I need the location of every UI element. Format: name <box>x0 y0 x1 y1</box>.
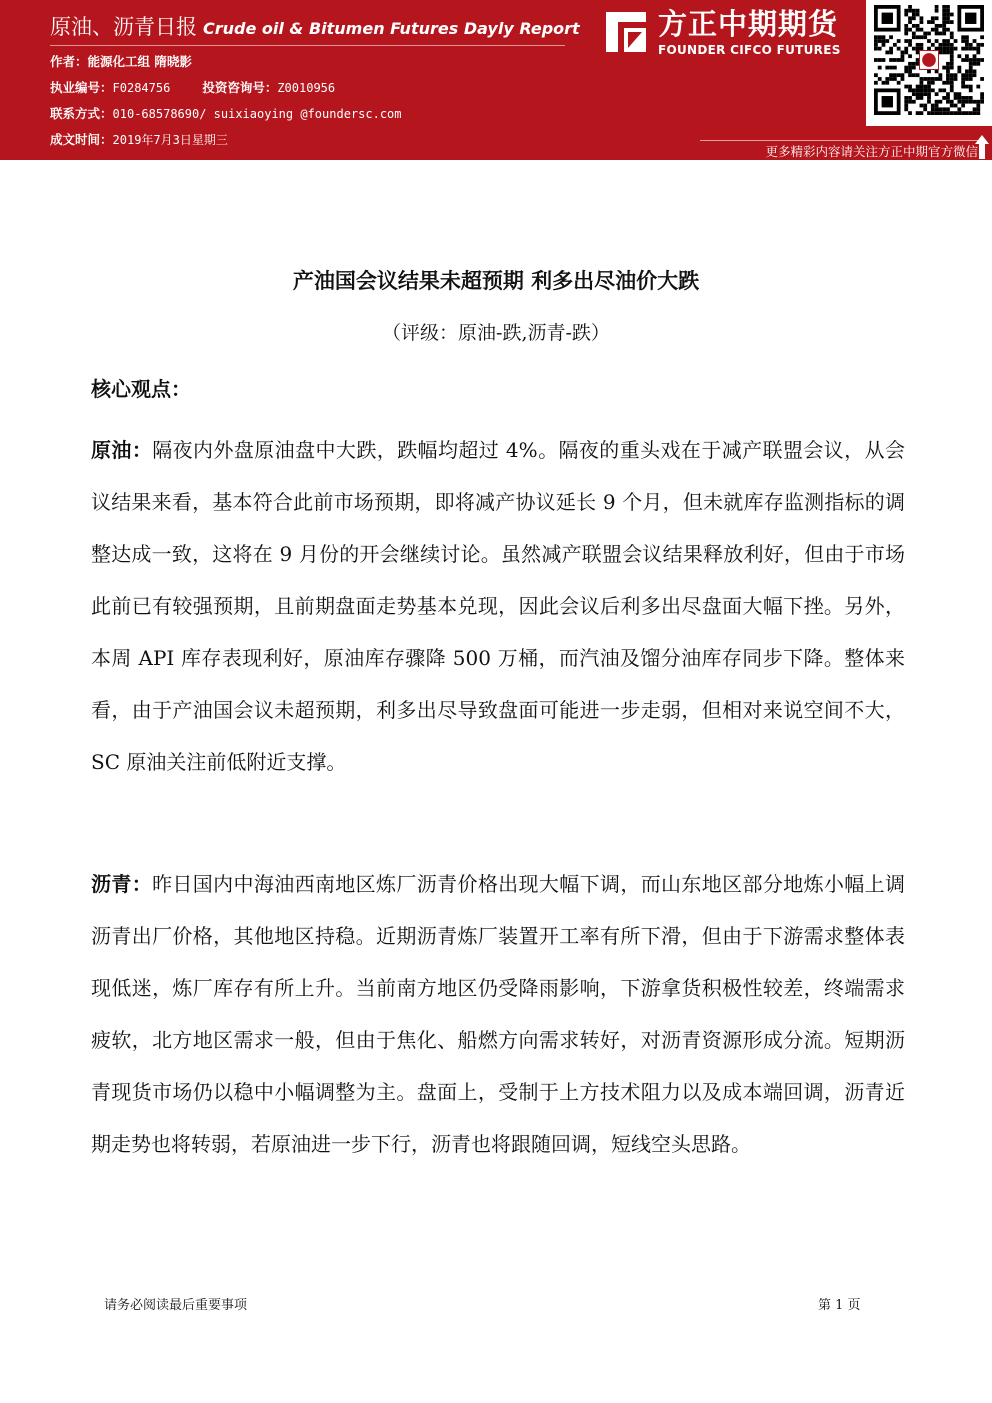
advisor-value: Z0010956 <box>277 81 336 95</box>
date-line <box>50 130 228 150</box>
crude-oil-label: 原油： <box>91 438 153 462</box>
up-arrow-icon <box>974 134 990 160</box>
footer-notice: 请务必阅读最后重要事项 <box>104 1298 248 1313</box>
company-logo <box>602 6 857 62</box>
crude-oil-text: 隔夜内外盘原油盘中大跌，跌幅均超过 4%。隔夜的重头戏在于减产联盟会议，从会议结果来看，基本符合此前市场预期，即将减产协议延长 9 个月，但未就库存监测指标的调整达成一致，这将在 9 月份的开会继续讨论。虽然减产联盟会议结果释放利好，但由于市场此前已有较强预期，且前期盘面走势基本兑现，因此会议后利多出尽盘面大幅下挫。另外，本周 API 库存表现利好，原油库存骤降 500 万桶，而汽油及馏分油库存同步下降。整体来看，由于产油国会议未超预期，利多出尽导致盘面可能进一步走弱，但相对来说空间不大，SC 原油关注前低附近支撑。 <box>91 438 906 774</box>
founder-logo-icon <box>602 8 650 56</box>
bitumen-text: 昨日国内中海油西南地区炼厂沥青价格出现大幅下调，而山东地区部分地炼小幅上调沥青出厂价格，其他地区持稳。近期沥青炼厂装置开工率有所下滑，但由于下游需求整体表现低迷，炼厂库存有所上升。当前南方地区仍受降雨影响，下游拿货积极性较差，终端需求疲软，北方地区需求一般，但由于焦化、船燃方向需求转好，对沥青资源形成分流。短期沥青现货市场仍以稳中小幅调整为主。盘面上，受制于上方技术阻力以及成本端回调，沥青近期走势也将转弱，若原油进一步下行，沥青也将跟随回调，短线空头思路。 <box>91 872 906 1156</box>
page-number: 第 1 页 <box>818 1298 861 1313</box>
wechat-qr-code[interactable] <box>866 0 992 126</box>
bitumen-paragraph <box>91 858 905 1170</box>
crude-oil-paragraph <box>91 424 905 788</box>
license-line <box>50 78 335 98</box>
contact-value: 010-68578690/ suixiaoying @foundersc.com <box>112 107 402 121</box>
contact-line <box>50 104 402 124</box>
bitumen-label: 沥青： <box>91 872 153 896</box>
follow-wechat-text: 更多精彩内容请关注方正中期官方微信 <box>765 144 978 159</box>
logo-text-en: FOUNDER CIFCO FUTURES <box>658 43 841 57</box>
contact-label: 联系方式： <box>50 106 113 121</box>
title-divider <box>50 45 565 46</box>
qr-code-icon <box>874 5 984 117</box>
author-value: 能源化工组 隋晓影 <box>87 54 192 69</box>
report-title-cn: 原油、沥青日报 <box>50 15 197 39</box>
rating-line: （评级：原油-跌,沥青-跌） <box>382 322 610 344</box>
author-line <box>50 52 192 72</box>
document-title: 产油国会议结果未超预期 利多出尽油价大跌 <box>292 269 700 293</box>
core-view-heading: 核心观点： <box>91 377 191 401</box>
logo-text-cn: 方正中期期货 <box>658 7 839 41</box>
date-value: 2019年7月3日星期三 <box>112 133 228 147</box>
license-label: 执业编号： <box>50 80 113 95</box>
report-title-en: Crude oil & Bitumen Futures Dayly Report <box>203 19 580 38</box>
license-value: F0284756 <box>112 81 171 95</box>
advisor-label: 投资咨询号： <box>202 80 278 95</box>
author-label: 作者： <box>50 54 88 69</box>
date-label: 成文时间： <box>50 132 113 147</box>
follow-divider <box>700 140 980 141</box>
report-title <box>50 10 580 44</box>
report-header <box>0 0 992 160</box>
